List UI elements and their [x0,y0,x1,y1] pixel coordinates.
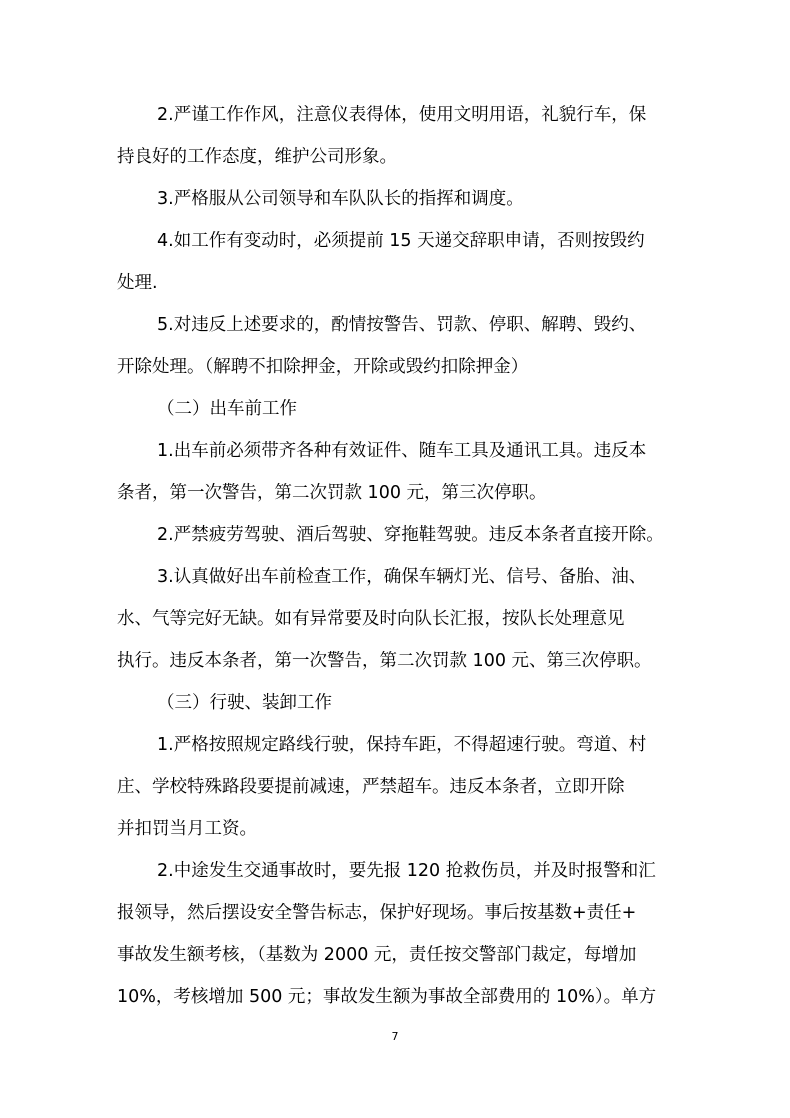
paragraph-inspection [117,556,673,682]
paragraph-conduct [117,94,673,178]
text-line: 1.出车前必须带齐各种有效证件、随车工具及通讯工具。违反本 [157,441,647,461]
text-line: 庄、学校特殊路段要提前减速，严禁超车。违反本条者，立即开除 [117,777,625,797]
text-line: 2.严禁疲劳驾驶、酒后驾驶、穿拖鞋驾驶。违反本条者直接开除。 [157,525,664,545]
text-line: 3.认真做好出车前检查工作，确保车辆灯光、信号、备胎、油、 [157,567,647,587]
text-line: 条者，第一次警告，第二次罚款 100 元，第三次停职。 [117,483,547,503]
paragraph-route [117,724,673,850]
text-line: 5.对违反上述要求的，酌情按警告、罚款、停职、解聘、毁约、 [157,315,647,335]
text-line: 2.中途发生交通事故时，要先报 120 抢救伤员，并及时报警和汇 [157,861,656,881]
text-line: 开除处理。（解聘不扣除押金，开除或毁约扣除押金） [117,357,529,377]
text-line: 执行。违反本条者，第一次警告，第二次罚款 100 元、第三次停职。 [117,651,652,671]
text-line: 持良好的工作态度，维护公司形象。 [117,147,397,167]
paragraph-penalty [117,304,673,388]
text-line: 4.如工作有变动时，必须提前 15 天递交辞职申请，否则按毁约 [157,231,645,251]
paragraph-resign [117,220,673,304]
text-line: 2.严谨工作作风，注意仪表得体，使用文明用语，礼貌行车，保 [157,105,647,125]
section-heading-driving: （三）行驶、装卸工作 [157,693,332,713]
paragraph-accident [117,850,673,1018]
paragraph-fatigue [117,514,673,556]
paragraph-documents [117,430,673,514]
text-line: 10%，考核增加 500 元；事故发生额为事故全部费用的 10%）。单方 [117,987,657,1007]
paragraph-obey [117,178,673,220]
page-number: 7 [391,1030,399,1043]
section-heading-pre-departure: （二）出车前工作 [157,399,297,419]
text-line: 事故发生额考核，（基数为 2000 元，责任按交警部门裁定，每增加 [117,945,637,965]
text-line: 并扣罚当月工资。 [117,819,257,839]
text-line: 1.严格按照规定路线行驶，保持车距，不得超速行驶。弯道、村 [157,735,647,755]
text-line: 处理. [117,273,158,293]
text-line: 3.严格服从公司领导和车队队长的指挥和调度。 [157,189,524,209]
text-line: 报领导，然后摆设安全警告标志，保护好现场。事后按基数+责任+ [117,903,637,923]
text-line: 水、气等完好无缺。如有异常要及时向队长汇报，按队长处理意见 [117,609,625,629]
